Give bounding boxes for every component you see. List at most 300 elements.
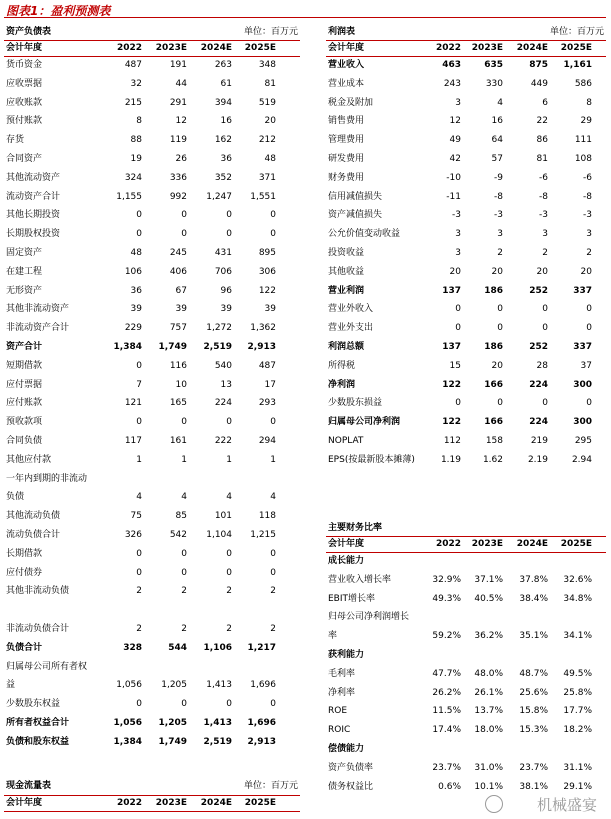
row-label: 少数股东损益	[328, 398, 383, 409]
row-value: 2.19	[527, 454, 548, 465]
row-value: 0	[226, 548, 232, 559]
row-value: 0	[270, 229, 276, 240]
row-label: 其他非流动负债	[6, 586, 70, 597]
row-value: 0	[136, 210, 142, 221]
row-value: 336	[169, 172, 187, 183]
row-value: 2,519	[203, 736, 232, 747]
row-value: 306	[258, 266, 276, 277]
row-value: 992	[169, 191, 187, 202]
row-label: 利润总额	[328, 342, 365, 352]
row-value: 2,519	[203, 342, 232, 352]
row-value: 1	[226, 454, 232, 465]
header-year: 2025E	[560, 43, 592, 53]
row-value: 20	[264, 116, 276, 127]
table-row	[326, 58, 606, 73]
row-value: 337	[573, 285, 592, 296]
row-label: 营业外收入	[328, 304, 374, 315]
table-row	[326, 610, 606, 625]
row-value: 4	[136, 492, 142, 503]
row-value: 116	[169, 360, 187, 371]
ratios-name: 主要财务比率	[328, 523, 383, 533]
row-value: 121	[124, 398, 142, 409]
row-value: 0	[181, 699, 187, 710]
header-year: 2023E	[471, 539, 503, 549]
row-label: ROIC	[328, 725, 351, 736]
row-value: 0	[136, 417, 142, 428]
table-row	[326, 434, 606, 449]
row-value: 122	[258, 285, 276, 296]
row-value: 47.7%	[432, 668, 461, 679]
ratios-heading	[326, 518, 606, 534]
row-label: 应付账款	[6, 398, 43, 409]
row-value: 0	[270, 567, 276, 578]
row-value: 10.1%	[474, 781, 503, 792]
row-value: 394	[214, 97, 232, 108]
row-value: 10	[175, 379, 187, 390]
table-row	[4, 641, 300, 656]
table-row	[4, 566, 300, 581]
table-row	[326, 378, 606, 393]
row-value: 18.0%	[474, 725, 503, 736]
row-value: 49	[449, 135, 461, 146]
row-value: 23.7%	[432, 762, 461, 773]
row-value: 12	[175, 116, 187, 127]
row-value: 34.1%	[563, 631, 592, 642]
row-value: 37	[580, 360, 592, 371]
row-value: 371	[258, 172, 276, 183]
row-label: 负债	[6, 492, 25, 503]
row-label: 净利润	[328, 379, 356, 390]
table-row	[4, 547, 300, 562]
row-value: 48.0%	[474, 668, 503, 679]
header-label: 会计年度	[6, 43, 43, 53]
row-value: 1,696	[247, 718, 276, 728]
table-row	[326, 77, 606, 92]
row-value: 112	[443, 436, 461, 446]
row-label: 其他流动资产	[6, 172, 61, 183]
row-value: 38.1%	[519, 781, 548, 792]
table-row	[326, 96, 606, 111]
row-value: 15.8%	[519, 706, 548, 717]
row-value: 26.2%	[432, 687, 461, 698]
header-year: 2022	[116, 798, 142, 808]
table-row	[326, 453, 606, 468]
table-row	[4, 584, 300, 599]
row-value: 20	[491, 360, 503, 371]
header-row	[326, 536, 606, 553]
row-value: 158	[485, 436, 503, 446]
row-value: 3	[455, 97, 461, 108]
row-value: 16	[491, 116, 503, 127]
row-value: 119	[169, 135, 187, 146]
row-value: 2	[270, 624, 276, 634]
row-label: 归母公司净利润增长	[328, 612, 410, 623]
row-value: 635	[484, 60, 503, 70]
row-label: EPS(按最新股本摊薄)	[328, 454, 415, 465]
row-value: 1.19	[440, 454, 461, 465]
row-label: 应收票据	[6, 78, 43, 89]
row-value: 4	[226, 492, 232, 503]
row-value: 20	[491, 266, 503, 277]
row-value: 487	[124, 60, 142, 70]
row-value: 219	[530, 436, 548, 446]
row-value: 118	[258, 511, 276, 522]
table-row	[326, 780, 606, 795]
row-value: 13.7%	[474, 706, 503, 717]
row-value: 67	[175, 285, 187, 296]
table-row	[326, 152, 606, 167]
row-value: 96	[220, 285, 232, 296]
row-label: 长期借款	[6, 548, 43, 559]
table-row	[326, 686, 606, 701]
row-value: 1,205	[158, 718, 187, 728]
table-row	[4, 415, 300, 430]
row-value: 1,215	[250, 530, 276, 540]
row-value: 39	[220, 304, 232, 315]
row-label: 流动负债合计	[6, 530, 61, 540]
row-value: 39	[130, 304, 142, 315]
row-value: 36	[130, 285, 142, 296]
row-label: 财务费用	[328, 172, 365, 183]
table-row	[326, 592, 606, 607]
row-value: 337	[573, 342, 592, 352]
row-value: 2	[226, 586, 232, 597]
row-value: 85	[175, 511, 187, 522]
row-value: 15	[449, 360, 461, 371]
table-row	[4, 697, 300, 712]
row-value: 0	[270, 417, 276, 428]
row-label: 资产合计	[6, 342, 43, 352]
row-label: 应付票据	[6, 379, 43, 390]
header-year: 2024E	[516, 539, 548, 549]
row-label: NOPLAT	[328, 436, 364, 446]
cashflow-unit: 单位：百万元	[243, 781, 298, 791]
row-value: 449	[530, 78, 548, 89]
row-value: 35.1%	[519, 631, 548, 642]
row-value: 1,056	[116, 680, 142, 691]
table-row	[326, 554, 606, 569]
table-row	[326, 265, 606, 280]
row-value: 0	[586, 304, 592, 315]
table-row	[4, 340, 300, 355]
row-label: 营业收入	[328, 60, 365, 70]
row-value: 2	[497, 248, 503, 258]
table-row	[4, 490, 300, 505]
row-value: 166	[484, 379, 503, 390]
row-label: 偿债能力	[328, 744, 365, 754]
row-label: 成长能力	[328, 556, 365, 566]
table-row	[4, 246, 300, 261]
row-label: 少数股东权益	[6, 699, 61, 710]
row-value: 706	[214, 266, 232, 277]
header-year: 2024E	[200, 43, 232, 53]
row-value: 2	[181, 624, 187, 634]
row-value: 0	[136, 548, 142, 559]
row-value: 544	[168, 642, 187, 653]
row-value: 3	[497, 229, 503, 240]
row-value: 326	[124, 530, 142, 540]
row-value: 57	[491, 154, 503, 164]
row-label: 所有者权益合计	[6, 718, 70, 728]
row-value: 29.1%	[563, 781, 592, 792]
row-value: 0	[455, 323, 461, 334]
row-value: 224	[214, 398, 232, 409]
row-value: 352	[214, 172, 232, 183]
row-value: 40.5%	[474, 593, 503, 604]
row-value: 11.5%	[432, 706, 461, 717]
row-value: 222	[214, 436, 232, 446]
row-value: 0	[455, 398, 461, 409]
row-value: 26	[175, 154, 187, 164]
row-value: 31.0%	[474, 762, 503, 773]
row-value: 245	[169, 248, 187, 258]
row-value: 22	[536, 116, 548, 127]
row-label: 益	[6, 680, 16, 691]
row-label: 短期借款	[6, 360, 43, 371]
row-value: 1,749	[158, 736, 187, 747]
row-label: 信用减值损失	[328, 191, 383, 202]
row-value: 519	[258, 97, 276, 108]
table-row	[4, 284, 300, 299]
row-value: -11	[446, 191, 461, 202]
header-year: 2022	[116, 43, 142, 53]
table-row	[4, 190, 300, 205]
row-value: -3	[494, 210, 503, 221]
row-value: 8	[136, 116, 142, 127]
row-value: 108	[574, 154, 592, 164]
row-value: 2	[542, 248, 548, 258]
row-value: 7	[136, 379, 142, 390]
row-value: 6	[542, 97, 548, 108]
income-statement-heading	[326, 22, 606, 38]
row-value: 16	[220, 116, 232, 127]
row-label: 其他收益	[328, 266, 365, 277]
row-label: 净利率	[328, 687, 356, 698]
table-row	[326, 359, 606, 374]
table-row	[4, 114, 300, 129]
row-value: 1,413	[203, 718, 232, 728]
row-label: 营业收入增长率	[328, 574, 392, 585]
row-label: 其他非流动资产	[6, 304, 70, 315]
row-value: 0	[136, 567, 142, 578]
table-row	[326, 246, 606, 261]
row-value: 300	[573, 379, 592, 390]
row-value: 111	[574, 135, 592, 146]
row-value: 1,104	[206, 530, 232, 540]
table-row	[4, 716, 300, 731]
row-value: 243	[443, 78, 461, 89]
table-row	[4, 58, 300, 73]
table-row	[4, 603, 300, 618]
row-value: 2	[181, 586, 187, 597]
cashflow-name: 现金流量表	[6, 781, 52, 791]
row-value: 13	[220, 379, 232, 390]
table-row	[4, 735, 300, 750]
table-row	[326, 742, 606, 757]
row-value: 161	[169, 436, 187, 446]
table-row	[326, 573, 606, 588]
row-value: 330	[485, 78, 503, 89]
table-row	[4, 96, 300, 111]
header-year: 2025E	[560, 539, 592, 549]
row-value: 0	[136, 360, 142, 371]
row-label: 研发费用	[328, 154, 365, 164]
row-label: 存货	[6, 135, 25, 146]
row-value: 0	[497, 304, 503, 315]
income-statement-unit: 单位：百万元	[549, 27, 604, 37]
row-label: 合同资产	[6, 154, 43, 164]
row-value: 0	[586, 398, 592, 409]
header-year: 2022	[435, 539, 461, 549]
row-value: 1	[270, 454, 276, 465]
row-label: 应付债券	[6, 567, 43, 578]
row-value: 86	[536, 135, 548, 146]
row-value: 1,155	[116, 191, 142, 202]
row-label: 合同负债	[6, 436, 43, 446]
row-value: 252	[529, 342, 548, 352]
row-value: 2	[136, 624, 142, 634]
row-value: 36	[220, 154, 232, 164]
row-value: 324	[124, 172, 142, 183]
figure-title: 图表1：盈利预测表	[6, 4, 111, 18]
row-value: -10	[446, 172, 461, 183]
table-row	[4, 528, 300, 543]
row-value: 3	[455, 229, 461, 240]
table-row	[4, 321, 300, 336]
row-value: 4	[270, 492, 276, 503]
row-value: 0	[136, 229, 142, 240]
row-label: 应收账款	[6, 97, 43, 108]
table-row	[326, 321, 606, 336]
row-value: 263	[214, 60, 232, 70]
table-row	[326, 284, 606, 299]
row-label: 非流动负债合计	[6, 624, 70, 634]
row-value: 165	[169, 398, 187, 409]
row-label: 所得税	[328, 360, 356, 371]
row-value: 406	[169, 266, 187, 277]
row-value: 44	[175, 78, 187, 89]
row-label: 预收款项	[6, 417, 43, 428]
header-label: 会计年度	[328, 539, 365, 549]
row-label: 归属母公司所有者权	[6, 661, 88, 672]
table-row	[4, 678, 300, 693]
row-value: 3	[586, 229, 592, 240]
row-value: 20	[580, 266, 592, 277]
row-value: 1,161	[563, 60, 592, 70]
row-label: 负债和股东权益	[6, 736, 70, 747]
row-label: 资产负债率	[328, 762, 374, 773]
row-value: 32	[130, 78, 142, 89]
row-value: 0	[270, 210, 276, 221]
row-value: -6	[539, 172, 548, 183]
row-value: 1,551	[250, 191, 276, 202]
row-value: 0	[586, 323, 592, 334]
row-value: 0	[226, 567, 232, 578]
row-value: 2	[226, 624, 232, 634]
row-label: 无形资产	[6, 285, 43, 296]
row-value: 1,413	[206, 680, 232, 691]
table-row	[326, 302, 606, 317]
row-value: 37.1%	[474, 574, 503, 585]
row-label: 税金及附加	[328, 97, 374, 108]
row-label: 非流动资产合计	[6, 323, 70, 334]
row-label: 公允价值变动收益	[328, 229, 401, 240]
table-row	[326, 648, 606, 663]
row-value: 0	[542, 398, 548, 409]
row-value: 81	[536, 154, 548, 164]
row-value: 0	[270, 699, 276, 710]
row-value: 1	[181, 454, 187, 465]
table-row	[326, 415, 606, 430]
table-row	[326, 396, 606, 411]
table-row	[4, 396, 300, 411]
row-value: 3	[455, 248, 461, 258]
row-value: 0	[270, 548, 276, 559]
row-value: 117	[124, 436, 142, 446]
row-value: 540	[214, 360, 232, 371]
table-row	[4, 227, 300, 242]
row-value: 59.2%	[432, 631, 461, 642]
row-value: 162	[214, 135, 232, 146]
row-value: 0	[136, 699, 142, 710]
row-value: 1,384	[113, 342, 142, 352]
row-value: 0	[455, 304, 461, 315]
row-value: 122	[442, 379, 461, 390]
row-label: 长期股权投资	[6, 229, 61, 240]
header-year: 2024E	[516, 43, 548, 53]
row-value: 4	[181, 492, 187, 503]
row-value: 1,384	[113, 736, 142, 747]
row-value: 25.6%	[519, 687, 548, 698]
table-row	[326, 133, 606, 148]
header-row	[4, 795, 300, 812]
row-value: 42	[449, 154, 461, 164]
table-row	[4, 133, 300, 148]
row-label: 预付账款	[6, 116, 43, 127]
balance-sheet-heading	[4, 22, 300, 38]
row-value: 1,106	[203, 642, 232, 653]
table-row	[4, 208, 300, 223]
row-value: 212	[258, 135, 276, 146]
row-value: 586	[574, 78, 592, 89]
header-row	[326, 40, 606, 57]
header-label: 会计年度	[328, 43, 365, 53]
row-value: -3	[539, 210, 548, 221]
row-label: 投资收益	[328, 248, 365, 258]
row-value: 224	[529, 379, 548, 390]
row-value: 137	[442, 285, 461, 296]
row-value: 293	[258, 398, 276, 409]
row-label: 其他长期投资	[6, 210, 61, 221]
row-label: 资产减值损失	[328, 210, 383, 221]
row-value: 0	[181, 567, 187, 578]
row-label: 负债合计	[6, 642, 43, 653]
row-value: 431	[214, 248, 232, 258]
row-value: 542	[169, 530, 187, 540]
row-value: 101	[214, 511, 232, 522]
table-row	[326, 667, 606, 682]
row-value: 0	[226, 210, 232, 221]
row-value: -3	[583, 210, 592, 221]
row-value: 49.5%	[563, 668, 592, 679]
row-value: 106	[124, 266, 142, 277]
row-label: 率	[328, 631, 338, 642]
row-value: 31.1%	[563, 762, 592, 773]
row-value: 1,205	[161, 680, 187, 691]
row-value: 0	[497, 398, 503, 409]
row-value: 4	[497, 97, 503, 108]
row-value: 81	[264, 78, 276, 89]
